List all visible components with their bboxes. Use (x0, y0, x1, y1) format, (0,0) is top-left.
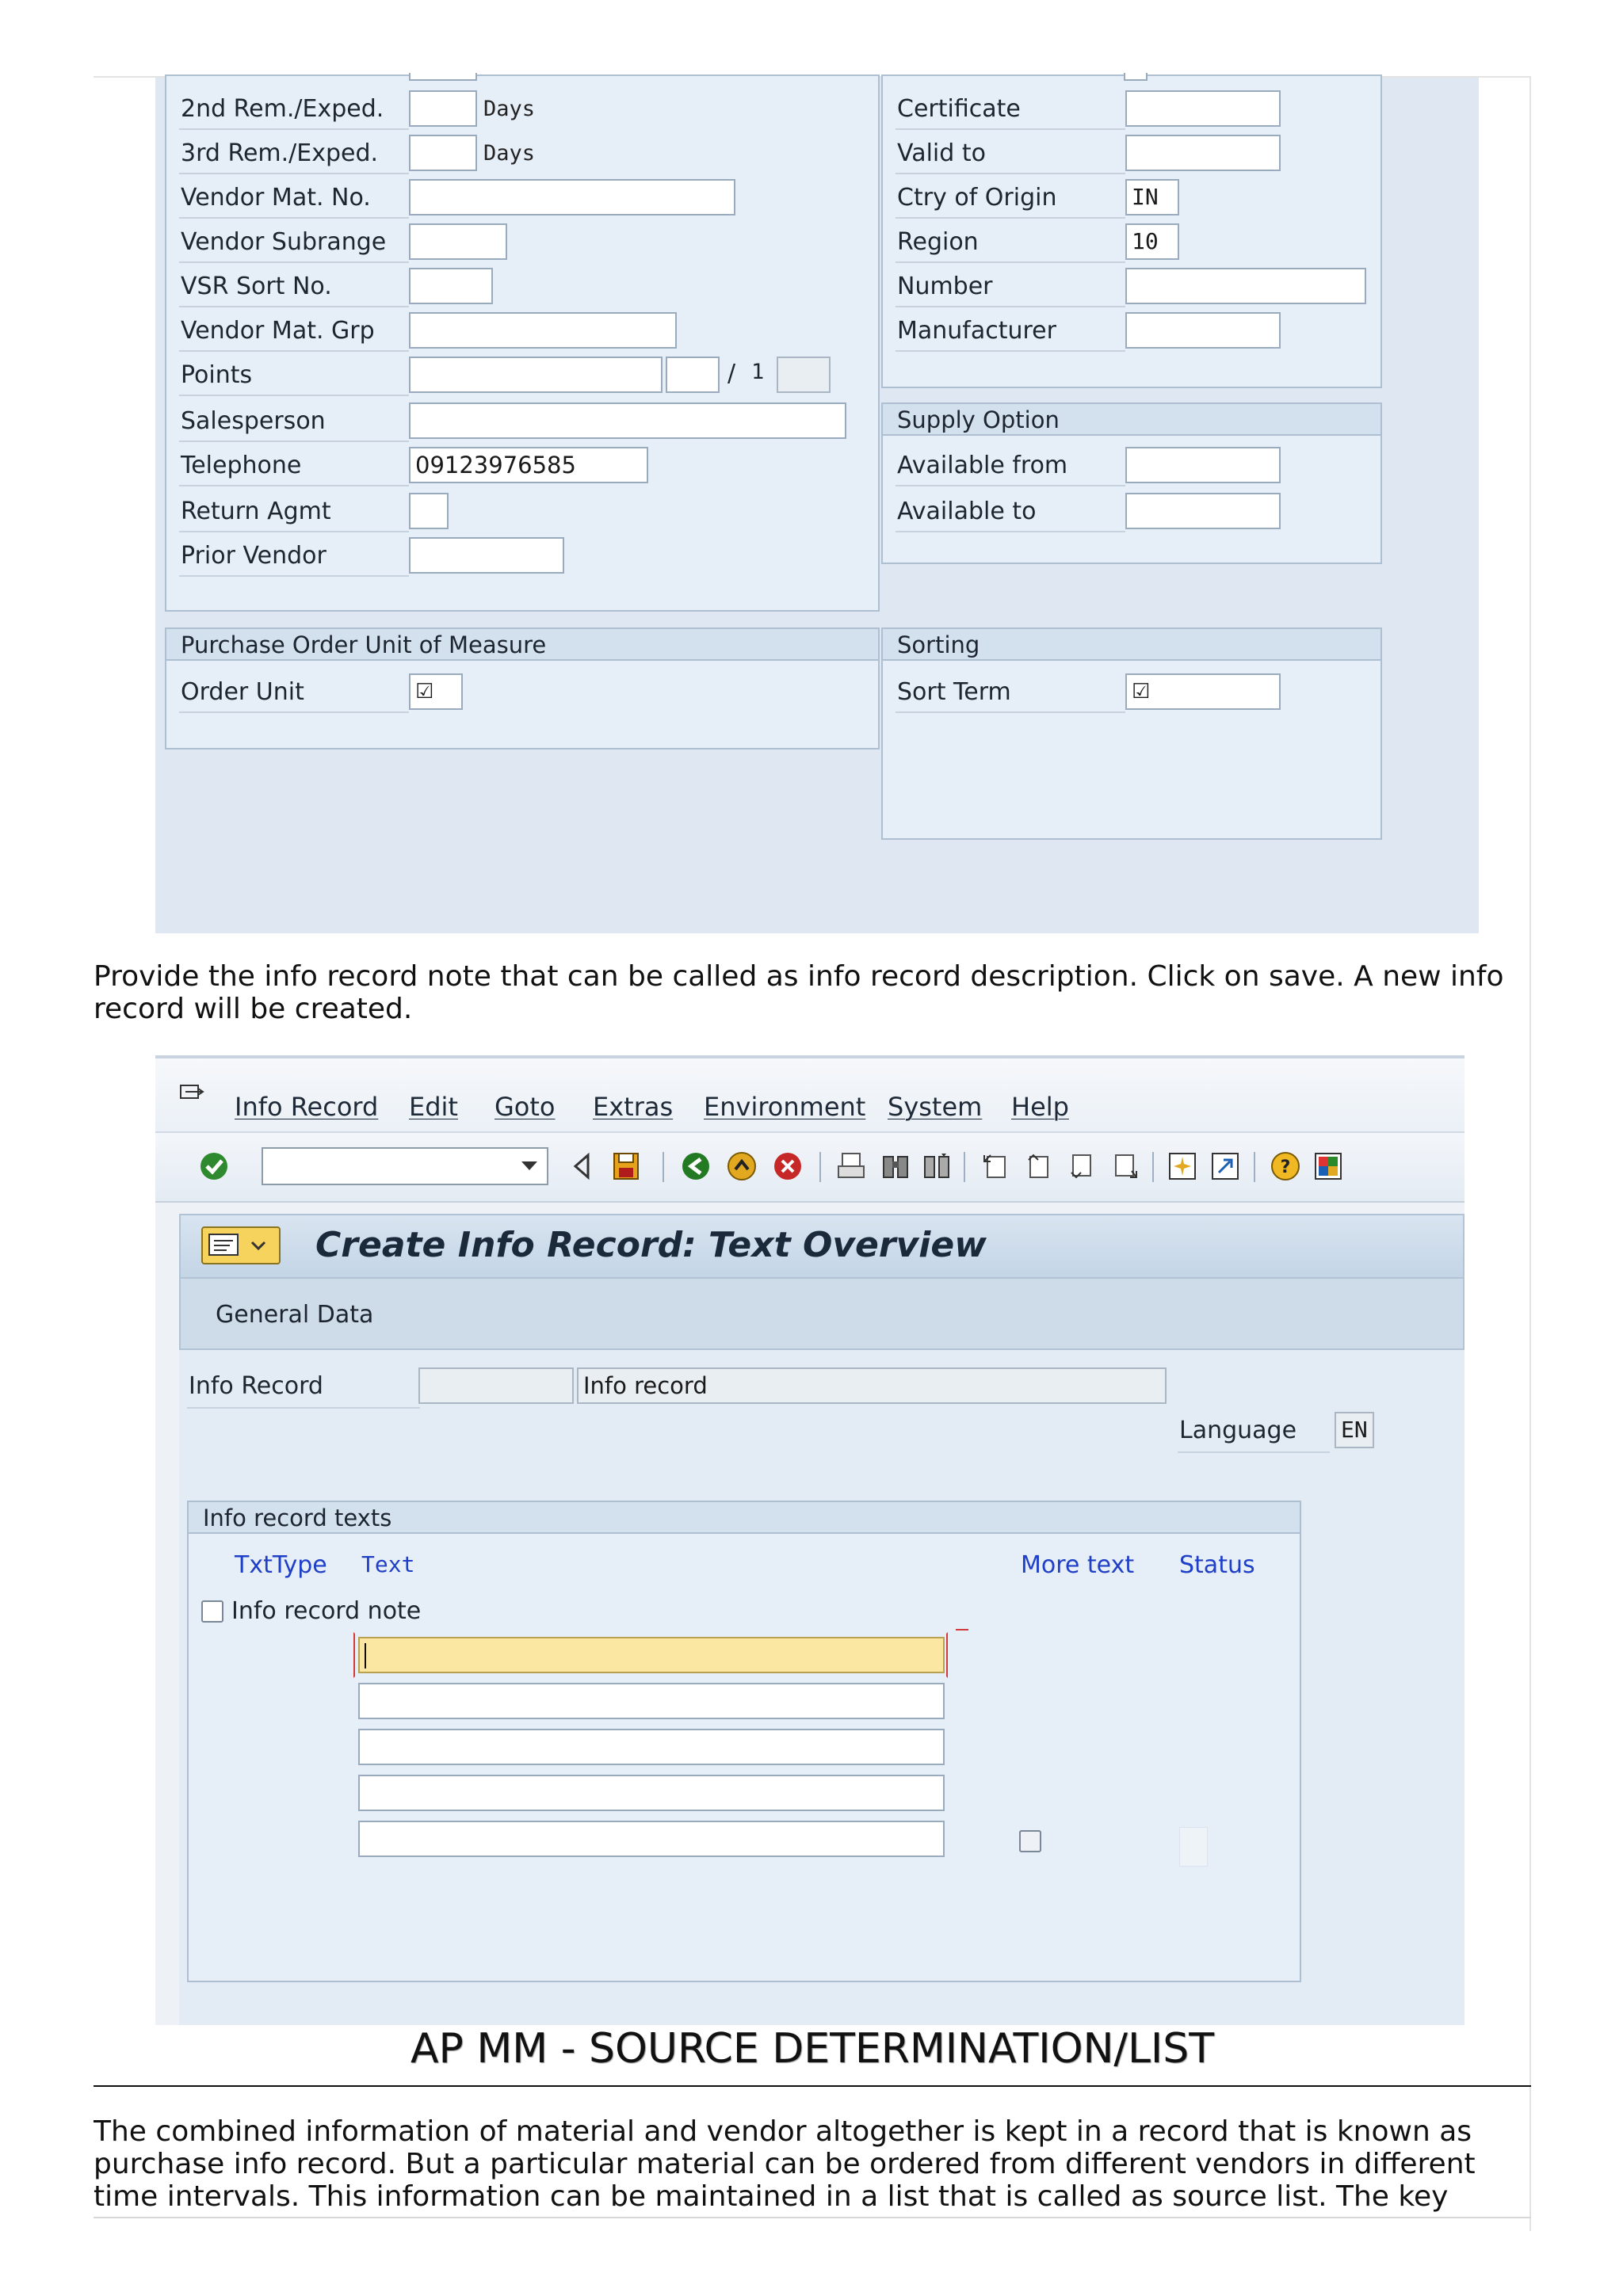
vendor-mat-grp-input[interactable] (409, 312, 677, 349)
points-per-unit (777, 357, 831, 393)
menu-bar (155, 1055, 1465, 1135)
menu-environment[interactable]: Environment (704, 1092, 866, 1122)
second-sap-screen (155, 1055, 1465, 2025)
menu-icon[interactable] (179, 1084, 203, 1103)
supply-option-group (881, 402, 1382, 564)
section-heading: AP MM - SOURCE DETERMINATION/LIST (410, 2025, 1215, 2073)
new-session-icon[interactable] (1167, 1150, 1198, 1182)
general-data-label: General Data (216, 1301, 374, 1329)
field-label: Sort Term (897, 678, 1011, 706)
field-label: Salesperson (181, 407, 326, 435)
column-header-text[interactable]: Text (361, 1551, 415, 1577)
text-line-input[interactable] (358, 1775, 945, 1811)
field-label: Prior Vendor (181, 542, 327, 570)
field-label: Vendor Subrange (181, 228, 387, 256)
vsr-sort-no-input[interactable] (409, 268, 493, 304)
clipped-field (409, 73, 477, 81)
text-line-input[interactable] (358, 1683, 945, 1719)
field-label: VSR Sort No. (181, 273, 332, 300)
group-title: Info record texts (189, 1502, 1300, 1534)
sort-term-input[interactable]: ☑ (1125, 673, 1281, 710)
text-line-input[interactable] (358, 1637, 945, 1673)
available-to-input[interactable] (1125, 493, 1281, 529)
info-record-description-field: Info record (577, 1367, 1167, 1404)
more-text-checkbox[interactable] (1019, 1830, 1041, 1852)
field-label: Manufacturer (897, 317, 1056, 345)
field-label: 3rd Rem./Exped. (181, 139, 379, 167)
field-label: 2nd Rem./Exped. (181, 95, 384, 123)
text-cursor (365, 1643, 366, 1669)
second-reminder-input[interactable] (409, 90, 477, 127)
title-bar (179, 1214, 1465, 1279)
menu-goto[interactable]: Goto (495, 1092, 556, 1122)
menu-system[interactable]: System (888, 1092, 983, 1122)
previous-page-icon[interactable] (1022, 1150, 1054, 1182)
heading-rule (94, 2085, 1531, 2087)
group-title: Purchase Order Unit of Measure (166, 629, 878, 661)
find-icon[interactable] (880, 1150, 911, 1182)
points-input[interactable] (409, 357, 663, 393)
field-label: Number (897, 273, 993, 300)
unit-label: Days (483, 97, 536, 121)
vendor-mat-no-input[interactable] (409, 179, 735, 215)
help-icon[interactable] (1270, 1150, 1301, 1182)
field-label: Vendor Mat. No. (181, 184, 371, 212)
info-record-number-field (418, 1367, 574, 1404)
number-input[interactable] (1125, 268, 1366, 304)
prior-vendor-input[interactable] (409, 537, 564, 574)
points-unit-input[interactable] (666, 357, 720, 393)
column-header-status[interactable]: Status (1179, 1551, 1255, 1579)
personal-object-icon[interactable] (201, 1226, 281, 1264)
field-label: Available to (897, 498, 1037, 525)
field-label: Order Unit (181, 678, 304, 706)
page-bottom-rule (94, 2217, 1531, 2218)
command-field[interactable] (262, 1147, 548, 1185)
svg-text:?: ? (1280, 1158, 1291, 1177)
points-per-value: 1 (751, 360, 765, 384)
print-icon[interactable] (835, 1150, 867, 1182)
clipped-field (1124, 73, 1148, 81)
field-label: Available from (897, 452, 1068, 479)
language-label: Language (1179, 1417, 1297, 1444)
return-agmt-input[interactable] (409, 493, 449, 529)
text-line-input[interactable] (358, 1729, 945, 1765)
field-label: Ctry of Origin (897, 184, 1057, 212)
country-origin-input[interactable]: IN (1125, 179, 1179, 215)
chevron-down-icon[interactable] (521, 1161, 537, 1170)
top-sap-screen (155, 78, 1479, 933)
field-label: Telephone (181, 452, 302, 479)
menu-help[interactable]: Help (1011, 1092, 1069, 1122)
body-paragraph: The combined information of material and vendor altogether is kept in a record that is known as purchase info record. But a particular material can be ordered from different vendors in different time intervals. This information can be maintained in a list that is called as source list. The key (94, 2115, 1476, 2213)
info-record-note-checkbox[interactable] (201, 1600, 223, 1623)
certificate-input[interactable] (1125, 90, 1281, 127)
unit-label: Days (483, 141, 536, 166)
text-line-input[interactable] (358, 1821, 945, 1857)
info-record-label: Info Record (189, 1372, 323, 1400)
shortcut-icon[interactable] (1209, 1150, 1241, 1182)
valid-to-input[interactable] (1125, 135, 1281, 171)
field-label: Points (181, 361, 253, 389)
points-separator: / (727, 360, 736, 387)
status-indicator (1179, 1827, 1208, 1867)
field-label: Vendor Mat. Grp (181, 317, 375, 345)
language-field: EN (1335, 1412, 1374, 1448)
third-reminder-input[interactable] (409, 135, 477, 171)
group-title: Sorting (883, 629, 1381, 661)
save-icon[interactable] (610, 1150, 642, 1182)
field-label: Return Agmt (181, 498, 331, 525)
page-title: Create Info Record: Text Overview (315, 1225, 987, 1265)
last-page-icon[interactable] (1108, 1150, 1140, 1182)
menu-info-record[interactable]: Info Record (235, 1092, 379, 1122)
field-label: Region (897, 228, 979, 256)
info-record-note-label: Info record note (231, 1597, 422, 1625)
available-from-input[interactable] (1125, 447, 1281, 483)
focus-marker-tick (956, 1629, 968, 1630)
order-unit-input[interactable]: ☑ (409, 673, 463, 710)
telephone-input[interactable]: 09123976585 (409, 447, 648, 483)
sorting-group (881, 627, 1382, 840)
salesperson-input[interactable] (409, 402, 846, 439)
column-header-more-text[interactable]: More text (1021, 1551, 1135, 1579)
enter-icon[interactable] (198, 1150, 230, 1182)
first-page-icon[interactable] (980, 1150, 1011, 1182)
field-label: Valid to (897, 139, 986, 167)
back-triangle-icon[interactable] (566, 1150, 598, 1182)
manufacturer-input[interactable] (1125, 312, 1281, 349)
vendor-subrange-input[interactable] (409, 223, 507, 260)
next-page-icon[interactable] (1065, 1150, 1097, 1182)
exit-icon[interactable] (726, 1150, 758, 1182)
field-label: Certificate (897, 95, 1021, 123)
find-next-icon[interactable] (921, 1150, 953, 1182)
menu-edit[interactable]: Edit (409, 1092, 458, 1122)
group-title: Supply Option (883, 404, 1381, 436)
toolbar (155, 1131, 1465, 1203)
column-header-txttype[interactable]: TxtType (235, 1551, 327, 1579)
cancel-icon[interactable] (772, 1150, 804, 1182)
page-right-rule (1529, 76, 1531, 2231)
instruction-paragraph: Provide the info record note that can be called as info record description. Click on save. A new info record will be created. (94, 960, 1504, 1025)
layout-settings-icon[interactable] (1312, 1150, 1344, 1182)
back-icon[interactable] (680, 1150, 712, 1182)
region-input[interactable]: 10 (1125, 223, 1179, 260)
menu-extras[interactable]: Extras (593, 1092, 674, 1122)
general-data-tab[interactable] (179, 1279, 1465, 1350)
